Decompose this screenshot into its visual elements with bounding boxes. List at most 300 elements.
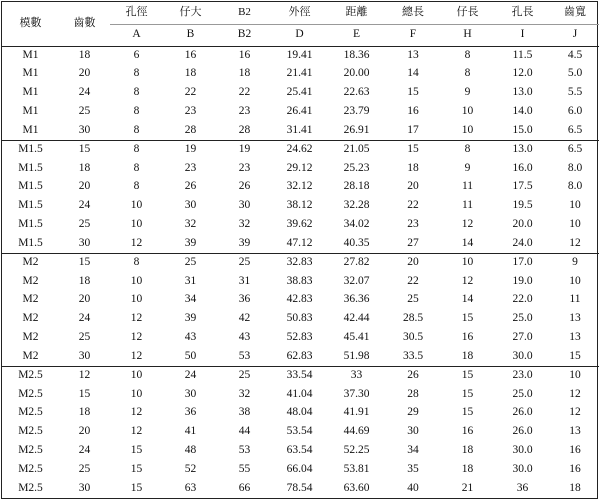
value-cell: 25 <box>407 293 419 306</box>
header-row-names <box>2 2 599 24</box>
value-cell: 30 <box>184 199 197 212</box>
value-cell: 15 <box>130 444 143 457</box>
value-cell: 16 <box>461 425 474 438</box>
value-cell: 18 <box>238 67 251 80</box>
value-cell: 8 <box>133 161 140 174</box>
value-cell: 15 <box>461 387 474 400</box>
value-cell: 28 <box>163 121 218 140</box>
value-cell: 12 <box>110 234 163 253</box>
value-cell: 25 <box>238 256 251 269</box>
value-cell: 39.62 <box>286 218 313 231</box>
value-cell: 15 <box>407 86 419 99</box>
value-cell: 43 <box>184 331 197 344</box>
value-cell: 28.18 <box>343 180 370 193</box>
value-cell: 16 <box>461 331 474 344</box>
value-cell: 11 <box>461 199 474 212</box>
value-cell: 8 <box>133 67 140 80</box>
value-cell: 55 <box>238 462 251 475</box>
value-cell: 22 <box>407 199 419 212</box>
value-cell: 18 <box>569 481 581 494</box>
value-cell: 28 <box>218 121 271 140</box>
value-cell: 26.41 <box>286 105 313 118</box>
teeth-cell: 25 <box>78 105 91 118</box>
teeth-cell: 30 <box>59 347 110 366</box>
value-cell: 39 <box>163 234 218 253</box>
header-bore-length: 孔長 <box>511 6 534 19</box>
value-cell: 23.79 <box>343 105 370 118</box>
value-cell: 28.5 <box>402 312 424 325</box>
value-cell: 21.05 <box>343 143 370 156</box>
teeth-cell: 18 <box>78 406 91 419</box>
value-cell: 6.5 <box>551 121 599 140</box>
teeth-cell: 15 <box>78 143 91 156</box>
teeth-cell: 15 <box>78 387 91 400</box>
value-cell: 52.25 <box>343 444 370 457</box>
value-cell: 40.35 <box>328 234 385 253</box>
value-cell: 32.07 <box>343 274 370 287</box>
module-cell: M2.5 <box>18 387 43 400</box>
value-cell: 11.5 <box>512 48 533 61</box>
value-cell: 28 <box>407 387 419 400</box>
module-cell: M1.5 <box>18 161 43 174</box>
value-cell: 13 <box>569 312 581 325</box>
value-cell: 15 <box>461 312 474 325</box>
header-module: 模數 <box>2 2 59 46</box>
value-cell: 12 <box>551 234 599 253</box>
value-cell: 20 <box>407 180 419 193</box>
value-cell: 48 <box>184 444 197 457</box>
value-cell: 22 <box>407 274 419 287</box>
teeth-cell: 18 <box>78 161 91 174</box>
value-cell: 78.54 <box>286 481 313 494</box>
value-cell: 63.60 <box>343 481 370 494</box>
teeth-cell: 20 <box>78 425 91 438</box>
module-cell: M1 <box>22 67 39 80</box>
value-cell: 11 <box>569 293 581 306</box>
value-cell: 26 <box>184 180 197 193</box>
value-cell: 8 <box>133 256 140 269</box>
value-cell: 23 <box>407 218 419 231</box>
value-cell: 18 <box>461 462 474 475</box>
value-cell: 40 <box>407 481 419 494</box>
value-cell: 41.04 <box>286 387 313 400</box>
table-header <box>2 2 599 46</box>
table-row <box>2 423 599 442</box>
value-cell: 10 <box>130 218 143 231</box>
table-row <box>2 84 599 103</box>
value-cell: 6 <box>133 48 140 61</box>
value-cell: 9 <box>572 256 578 269</box>
value-cell: 32.28 <box>343 199 370 212</box>
value-cell: 12 <box>110 347 163 366</box>
value-cell: 15 <box>130 481 143 494</box>
value-cell: 42.44 <box>343 312 370 325</box>
value-cell: 12 <box>569 387 581 400</box>
value-cell: 8 <box>133 86 140 99</box>
value-cell: 26 <box>407 368 419 381</box>
value-cell: 13 <box>407 48 419 61</box>
value-cell: 52.83 <box>286 331 313 344</box>
table-row <box>2 347 599 366</box>
value-cell: 10 <box>461 105 474 118</box>
module-cell: M2.5 <box>18 425 43 438</box>
value-cell: 62.83 <box>271 347 328 366</box>
value-cell: 8 <box>133 180 140 193</box>
value-cell: 14 <box>407 67 419 80</box>
module-cell: M1.5 <box>18 199 43 212</box>
value-cell: 53.54 <box>286 425 313 438</box>
teeth-cell: 25 <box>78 218 91 231</box>
value-cell: 13.0 <box>512 143 533 156</box>
header-teeth: 齒數 <box>59 2 110 46</box>
value-cell: 19.5 <box>512 199 533 212</box>
module-cell: M1.5 <box>18 143 43 156</box>
table-row <box>2 404 599 423</box>
spec-sheet <box>1 1 598 499</box>
header-code: A <box>110 24 163 46</box>
value-cell: 17 <box>385 121 441 140</box>
table-body <box>2 46 599 498</box>
value-cell: 26.0 <box>512 406 533 419</box>
value-cell: 23.0 <box>512 368 533 381</box>
value-cell: 31 <box>238 274 251 287</box>
teeth-cell: 25 <box>78 462 91 475</box>
value-cell: 12.0 <box>512 67 533 80</box>
table-row <box>2 215 599 234</box>
value-cell: 17.5 <box>512 180 533 193</box>
value-cell: 23 <box>184 161 197 174</box>
value-cell: 10 <box>569 199 581 212</box>
teeth-cell: 20 <box>78 293 91 306</box>
value-cell: 36.36 <box>343 293 370 306</box>
value-cell: 25 <box>238 368 251 381</box>
value-cell: 17.0 <box>512 256 533 269</box>
table-row <box>2 460 599 479</box>
value-cell: 13 <box>569 425 581 438</box>
value-cell: 15.0 <box>494 121 551 140</box>
value-cell: 44 <box>238 425 251 438</box>
value-cell: 41 <box>184 425 197 438</box>
table-row <box>2 310 599 329</box>
module-cell: M1 <box>22 105 39 118</box>
value-cell: 19.0 <box>512 274 533 287</box>
value-cell: 34.02 <box>343 218 370 231</box>
header-hub-diameter: 仔大 <box>179 6 202 19</box>
teeth-cell: 20 <box>78 180 91 193</box>
module-cell: M2 <box>2 347 59 366</box>
value-cell: 29 <box>407 406 419 419</box>
value-cell: 15 <box>461 368 474 381</box>
value-cell: 10 <box>130 368 143 381</box>
value-cell: 47.12 <box>271 234 328 253</box>
value-cell: 32 <box>184 218 197 231</box>
value-cell: 66.04 <box>286 462 313 475</box>
header-code: B <box>163 24 218 46</box>
value-cell: 8 <box>464 67 471 80</box>
value-cell: 15 <box>130 462 143 475</box>
value-cell: 30 <box>407 425 419 438</box>
header-total-length: 總長 <box>402 6 424 19</box>
value-cell: 32.83 <box>286 256 313 269</box>
value-cell: 18 <box>407 161 419 174</box>
value-cell: 6.0 <box>567 105 583 118</box>
module-cell: M1.5 <box>18 218 43 231</box>
value-cell: 35 <box>407 462 419 475</box>
value-cell: 50.83 <box>286 312 313 325</box>
value-cell: 51.98 <box>328 347 385 366</box>
value-cell: 8 <box>464 48 471 61</box>
value-cell: 21.41 <box>286 67 313 80</box>
table-row <box>2 479 599 498</box>
value-cell: 33.54 <box>286 368 313 381</box>
value-cell: 20.0 <box>512 218 533 231</box>
value-cell: 50 <box>163 347 218 366</box>
module-cell: M1.5 <box>2 234 59 253</box>
value-cell: 31 <box>184 274 197 287</box>
value-cell: 12 <box>130 312 143 325</box>
value-cell: 10 <box>569 218 581 231</box>
value-cell: 8.0 <box>567 161 583 174</box>
table-row <box>2 102 599 121</box>
value-cell: 22 <box>238 86 251 99</box>
value-cell: 16.0 <box>512 161 533 174</box>
value-cell: 12 <box>461 274 474 287</box>
value-cell: 34 <box>184 293 197 306</box>
value-cell: 23 <box>238 105 251 118</box>
header-code: D <box>271 24 328 46</box>
value-cell: 22.63 <box>343 86 370 99</box>
module-cell: M2 <box>22 312 39 325</box>
value-cell: 26.91 <box>328 121 385 140</box>
value-cell: 29.12 <box>286 161 313 174</box>
value-cell: 38.12 <box>286 199 313 212</box>
value-cell: 41.91 <box>343 406 370 419</box>
table-row <box>2 46 599 65</box>
value-cell: 8 <box>464 143 471 156</box>
value-cell: 27.82 <box>343 256 370 269</box>
value-cell: 10 <box>130 293 143 306</box>
value-cell: 43 <box>238 331 251 344</box>
value-cell: 22.0 <box>512 293 533 306</box>
module-cell: M2.5 <box>18 462 43 475</box>
value-cell: 15 <box>407 143 419 156</box>
table-row <box>2 140 599 159</box>
table-row <box>2 291 599 310</box>
value-cell: 8.0 <box>567 180 583 193</box>
value-cell: 13.0 <box>512 86 533 99</box>
value-cell: 36 <box>238 293 251 306</box>
value-cell: 10 <box>569 368 581 381</box>
value-cell: 8 <box>110 121 163 140</box>
value-cell: 44.69 <box>343 425 370 438</box>
module-cell: M2.5 <box>18 406 43 419</box>
teeth-cell: 18 <box>78 48 91 61</box>
value-cell: 53 <box>238 444 251 457</box>
module-cell: M2 <box>22 331 39 344</box>
value-cell: 63.54 <box>286 444 313 457</box>
teeth-cell: 24 <box>78 86 91 99</box>
module-cell: M2.5 <box>18 481 43 494</box>
module-cell: M2 <box>22 274 39 287</box>
module-cell: M2.5 <box>18 444 43 457</box>
value-cell: 18 <box>441 347 494 366</box>
value-cell: 5.0 <box>567 67 583 80</box>
value-cell: 6.5 <box>567 143 583 156</box>
value-cell: 53 <box>218 347 271 366</box>
value-cell: 16 <box>407 105 419 118</box>
module-cell: M1 <box>22 86 39 99</box>
value-cell: 15 <box>551 347 599 366</box>
value-cell: 27.0 <box>512 331 533 344</box>
value-cell: 53.81 <box>343 462 370 475</box>
value-cell: 12 <box>130 425 143 438</box>
value-cell: 26 <box>238 180 251 193</box>
value-cell: 10 <box>130 387 143 400</box>
value-cell: 38 <box>238 406 251 419</box>
header-code: J <box>551 24 599 46</box>
value-cell: 25.0 <box>512 387 533 400</box>
value-cell: 10 <box>569 274 581 287</box>
value-cell: 20.00 <box>343 67 370 80</box>
teeth-cell: 18 <box>78 274 91 287</box>
value-cell: 30.0 <box>512 444 533 457</box>
value-cell: 19 <box>184 143 197 156</box>
module-cell: M2 <box>22 256 39 269</box>
header-face-width: 齒寬 <box>564 6 586 19</box>
value-cell: 8 <box>133 143 140 156</box>
value-cell: 66 <box>238 481 251 494</box>
value-cell: 12 <box>461 218 474 231</box>
value-cell: 13 <box>569 331 581 344</box>
value-cell: 4.5 <box>567 48 583 61</box>
module-cell: M2 <box>22 293 39 306</box>
value-cell: 37.30 <box>343 387 370 400</box>
header-b2: B2 <box>238 6 251 19</box>
teeth-cell: 20 <box>78 67 91 80</box>
value-cell: 16 <box>238 48 251 61</box>
table-row <box>2 159 599 178</box>
value-cell: 63 <box>184 481 197 494</box>
value-cell: 30.5 <box>402 331 424 344</box>
table-row <box>2 65 599 84</box>
value-cell: 10 <box>130 274 143 287</box>
value-cell: 12 <box>569 406 581 419</box>
value-cell: 30 <box>238 199 251 212</box>
value-cell: 38.83 <box>286 274 313 287</box>
value-cell: 19 <box>238 143 251 156</box>
teeth-cell: 15 <box>78 256 91 269</box>
value-cell: 30.0 <box>512 462 533 475</box>
value-cell: 36 <box>184 406 197 419</box>
value-cell: 52 <box>184 462 197 475</box>
value-cell: 32 <box>238 387 251 400</box>
header-code: B2 <box>218 24 271 46</box>
teeth-cell: 24 <box>78 199 91 212</box>
header-hub-length: 仔長 <box>456 6 479 19</box>
value-cell: 25.41 <box>286 86 313 99</box>
table-row <box>2 121 599 140</box>
value-cell: 42 <box>238 312 251 325</box>
value-cell: 45.41 <box>343 331 370 344</box>
value-cell: 24.0 <box>494 234 551 253</box>
value-cell: 16 <box>569 444 581 457</box>
value-cell: 25.0 <box>512 312 533 325</box>
value-cell: 16 <box>569 462 581 475</box>
value-cell: 48.04 <box>286 406 313 419</box>
header-distance: 距離 <box>345 6 368 19</box>
value-cell: 34 <box>407 444 419 457</box>
module-cell: M1 <box>22 48 39 61</box>
value-cell: 24 <box>184 368 197 381</box>
value-cell: 10 <box>130 199 143 212</box>
value-cell: 5.5 <box>567 86 583 99</box>
table-row <box>2 253 599 272</box>
module-cell: M1.5 <box>18 180 43 193</box>
value-cell: 39 <box>184 312 197 325</box>
value-cell: 42.83 <box>286 293 313 306</box>
value-cell: 14.0 <box>512 105 533 118</box>
table-row <box>2 178 599 197</box>
value-cell: 18.36 <box>343 48 370 61</box>
table-row <box>2 441 599 460</box>
module-cell: M1 <box>2 121 59 140</box>
value-cell: 26.0 <box>512 425 533 438</box>
value-cell: 25.23 <box>343 161 370 174</box>
value-cell: 12 <box>130 406 143 419</box>
header-code: E <box>328 24 385 46</box>
value-cell: 32 <box>238 218 251 231</box>
value-cell: 36 <box>516 481 529 494</box>
value-cell: 16 <box>184 48 197 61</box>
value-cell: 15 <box>461 406 474 419</box>
table-row <box>2 385 599 404</box>
value-cell: 9 <box>464 161 471 174</box>
value-cell: 31.41 <box>271 121 328 140</box>
teeth-cell: 24 <box>78 444 91 457</box>
value-cell: 9 <box>464 86 471 99</box>
gear-spec-table <box>2 2 599 498</box>
table-row <box>2 197 599 216</box>
teeth-cell: 12 <box>78 368 91 381</box>
value-cell: 19.41 <box>286 48 313 61</box>
table-row <box>2 366 599 385</box>
value-cell: 30 <box>184 387 197 400</box>
teeth-cell: 30 <box>78 481 91 494</box>
value-cell: 10 <box>461 256 474 269</box>
module-cell: M2.5 <box>18 368 43 381</box>
value-cell: 33.5 <box>385 347 441 366</box>
header-code: I <box>494 24 551 46</box>
table-row <box>2 272 599 291</box>
header-code: H <box>441 24 494 46</box>
value-cell: 24.62 <box>286 143 313 156</box>
value-cell: 32.12 <box>286 180 313 193</box>
value-cell: 30.0 <box>494 347 551 366</box>
teeth-cell: 30 <box>59 234 110 253</box>
teeth-cell: 25 <box>78 331 91 344</box>
header-code: F <box>385 24 441 46</box>
value-cell: 21 <box>461 481 474 494</box>
teeth-cell: 30 <box>59 121 110 140</box>
value-cell: 8 <box>133 105 140 118</box>
table-row <box>2 328 599 347</box>
header-bore: 孔徑 <box>125 6 148 19</box>
value-cell: 11 <box>461 180 474 193</box>
value-cell: 14 <box>441 234 494 253</box>
value-cell: 27 <box>385 234 441 253</box>
value-cell: 18 <box>184 67 197 80</box>
teeth-cell: 24 <box>78 312 91 325</box>
